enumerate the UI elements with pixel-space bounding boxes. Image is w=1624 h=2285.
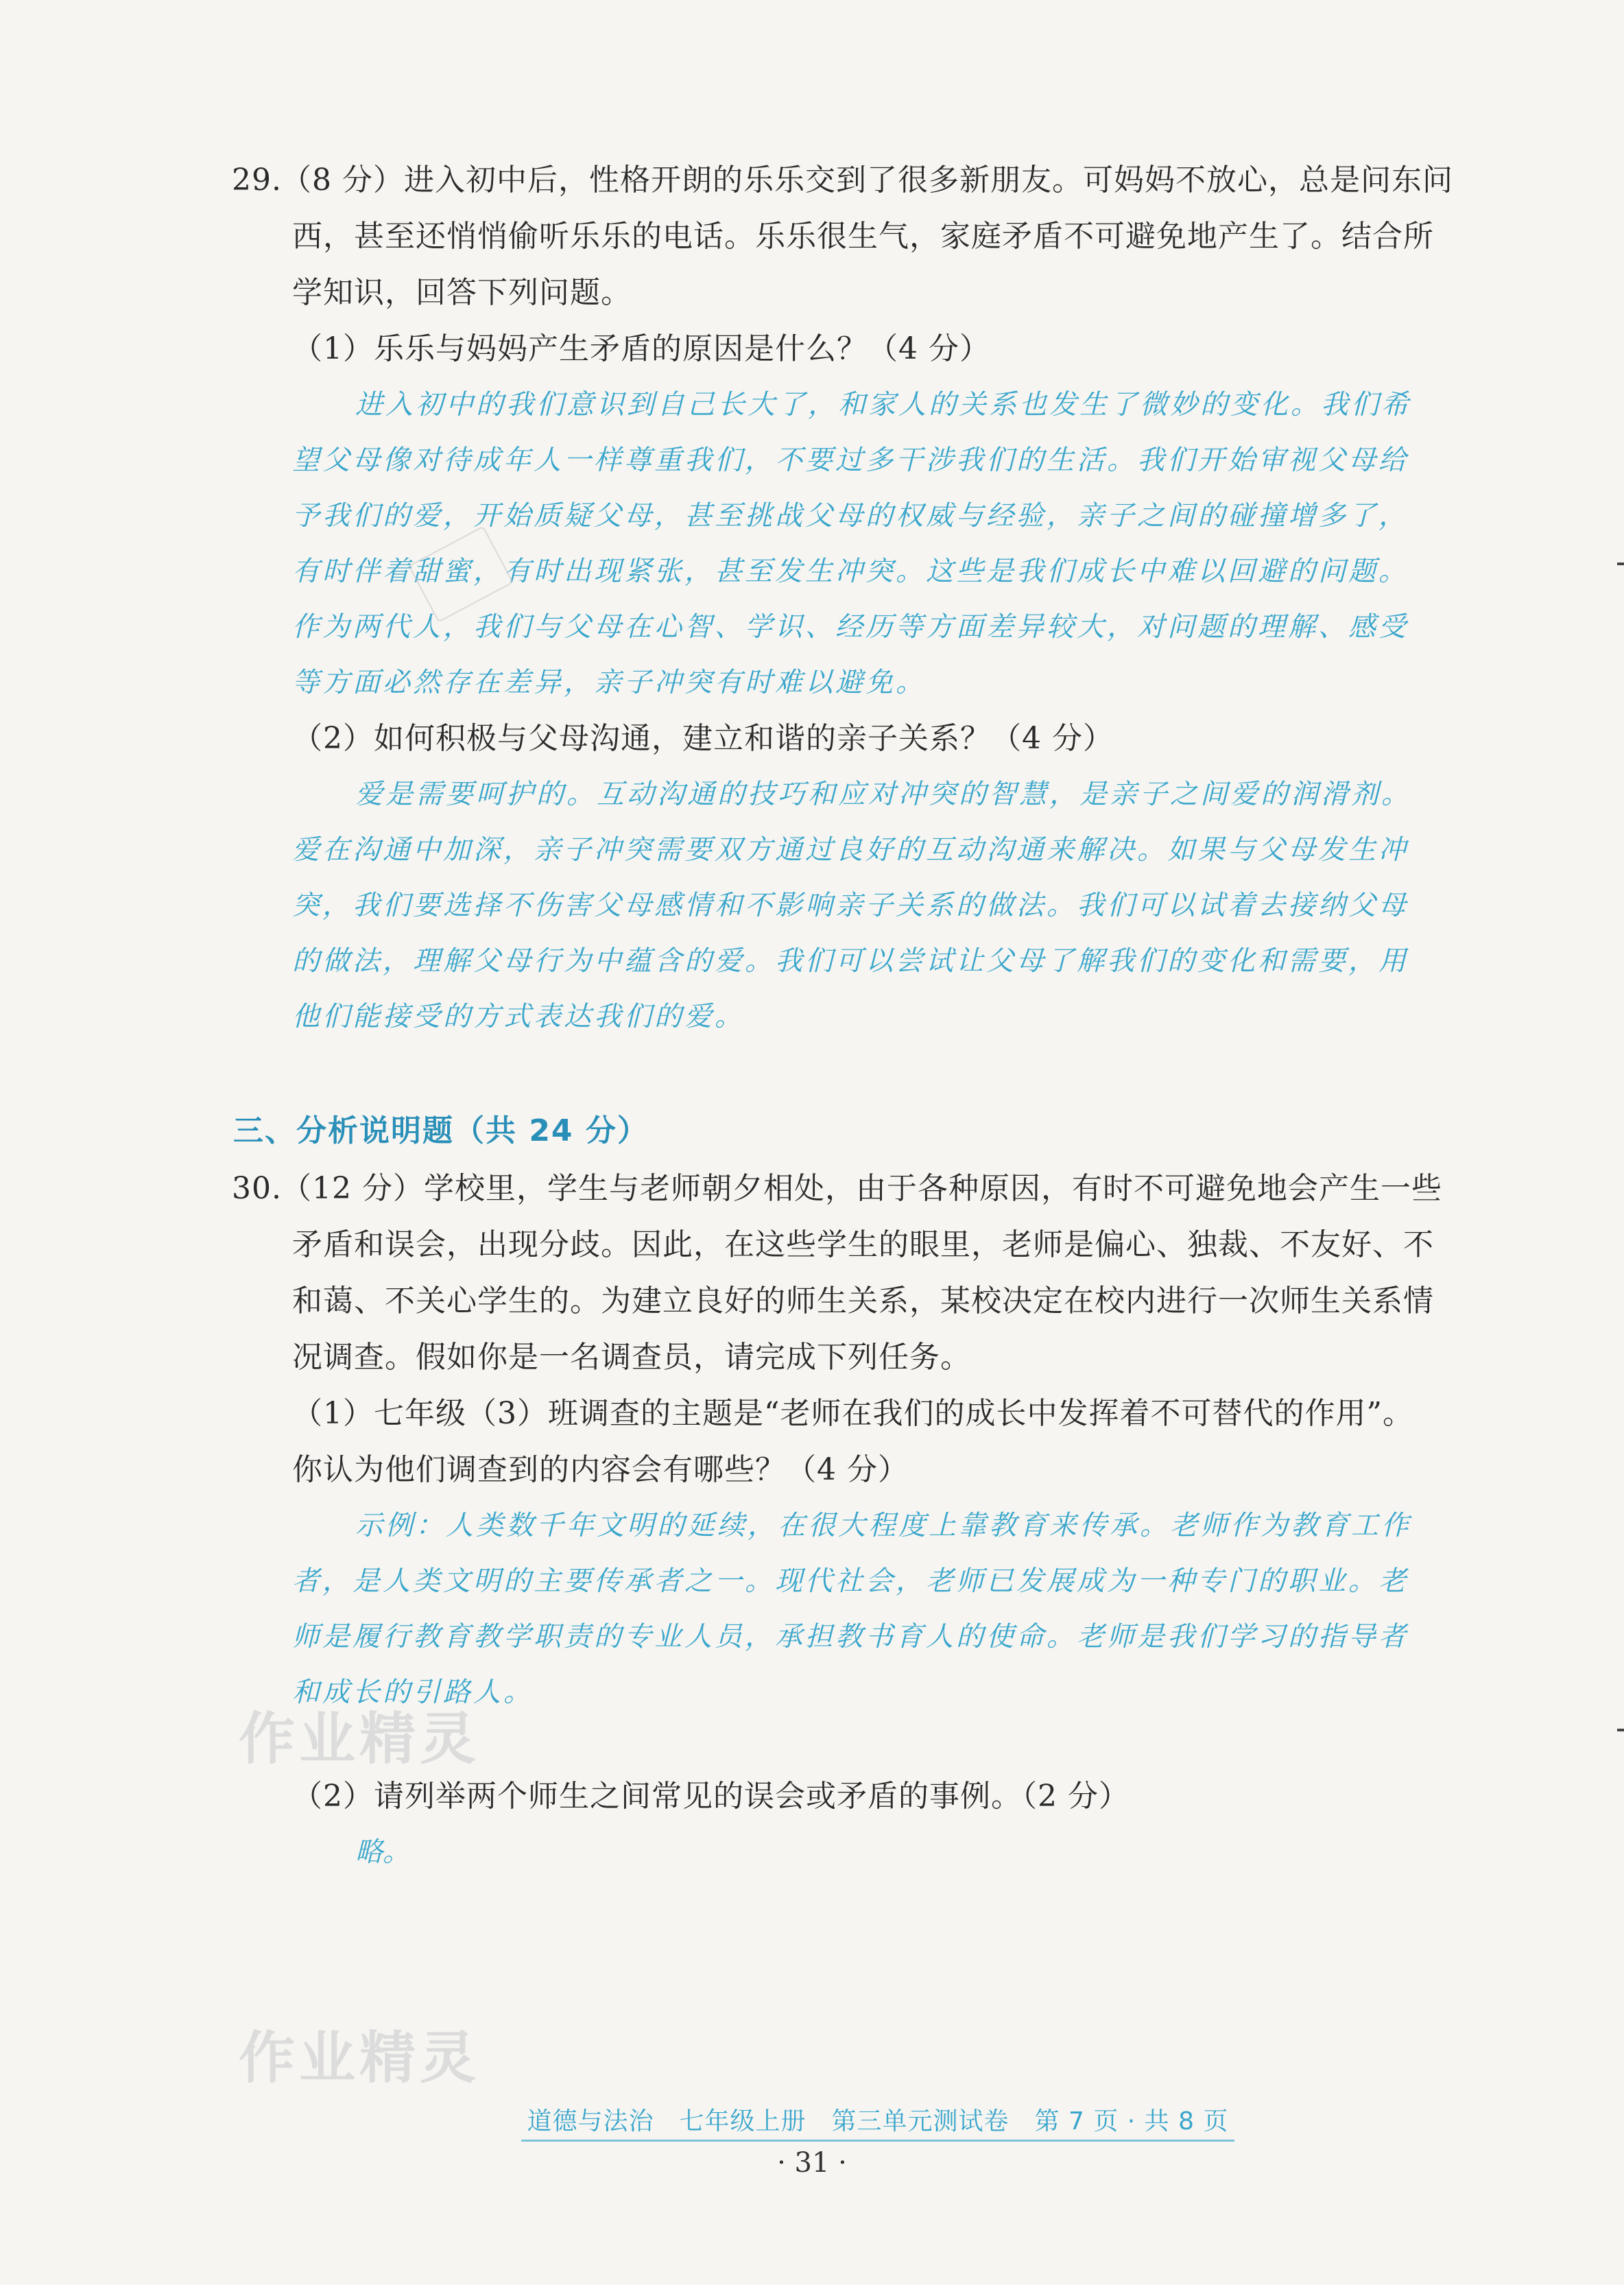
- page-number: · 31 ·: [777, 2147, 847, 2179]
- answer-line: 予我们的爱，开始质疑父母，甚至挑战父母的权威与经验，亲子之间的碰撞增多了，: [292, 500, 1409, 532]
- question-text: （8 分）进入初中后，性格开朗的乐乐交到了很多新朋友。可妈妈不放心，总是问东问: [281, 163, 1453, 198]
- question-29: [233, 152, 1509, 1045]
- question-text: 矛盾和误会，出现分歧。因此，在这些学生的眼里，老师是偏心、独裁、不友好、不: [292, 1227, 1434, 1262]
- watermark-logo: 作业精灵: [239, 1707, 481, 1772]
- answer-line: 者，是人类文明的主要传承者之一。现代社会，老师已发展成为一种专门的职业。老: [292, 1565, 1409, 1597]
- answer-line: 示例：人类数千年文明的延续，在很大程度上靠教育来传承。老师作为教育工作: [355, 1510, 1411, 1541]
- watermark-logo: 作业精灵: [239, 2026, 481, 2091]
- edge-mark: [1617, 1729, 1624, 1731]
- question-text: 学知识，回答下列问题。: [292, 275, 632, 310]
- question-text: （12 分）学校里，学生与老师朝夕相处，由于各种原因，有时不可避免地会产生一些: [281, 1171, 1442, 1206]
- sub-question-2: （2）请列举两个师生之间常见的误会或矛盾的事例。（2 分）: [292, 1779, 1130, 1814]
- answer-line: 的做法，理解父母行为中蕴含的爱。我们可以尝试让父母了解我们的变化和需要，用: [292, 945, 1409, 977]
- answer-line: 望父母像对待成年人一样尊重我们，不要过多干涉我们的生活。我们开始审视父母给: [292, 445, 1409, 476]
- answer-line: 进入初中的我们意识到自己长大了，和家人的关系也发生了微妙的变化。我们希: [355, 389, 1411, 421]
- answer-line: 爱是需要呵护的。互动沟通的技巧和应对冲突的智慧，是亲子之间爱的润滑剂。: [355, 779, 1411, 810]
- answer-line: 作为两代人，我们与父母在心智、学识、经历等方面差异较大，对问题的理解、感受: [292, 611, 1409, 643]
- answer-line: 和成长的引路人。: [292, 1677, 534, 1708]
- answer-line: 他们能接受的方式表达我们的爱。: [292, 1001, 745, 1032]
- question-number: 29.: [232, 163, 282, 198]
- question-30-part-2: [233, 1768, 1509, 1880]
- question-30: [233, 1161, 1509, 1720]
- question-text: 和蔼、不关心学生的。为建立良好的师生关系，某校决定在校内进行一次师生关系情: [292, 1283, 1434, 1318]
- sub-question-2: （2）如何积极与父母沟通，建立和谐的亲子关系？（4 分）: [292, 721, 1114, 756]
- sub-question-1: （1）七年级（3）班调查的主题是“老师在我们的成长中发挥着不可替代的作用”。: [292, 1396, 1413, 1431]
- answer-line: 师是履行教育教学职责的专业人员，承担教书育人的使命。老师是我们学习的指导者: [292, 1621, 1409, 1653]
- answer-line: 略。: [355, 1836, 410, 1868]
- footer-title: 道德与法治 七年级上册 第三单元测试卷 第 7 页 · 共 8 页: [521, 2102, 1234, 2142]
- answer-line: 突，我们要选择不伤害父母感情和不影响亲子关系的做法。我们可以试着去接纳父母: [292, 890, 1409, 921]
- question-text: 西，甚至还悄悄偷听乐乐的电话。乐乐很生气，家庭矛盾不可避免地产生了。结合所: [292, 219, 1434, 254]
- edge-mark: [1617, 563, 1624, 565]
- answer-line: 等方面必然存在差异，亲子冲突有时难以避免。: [292, 667, 926, 698]
- answer-line: 爱在沟通中加深，亲子冲突需要双方通过良好的互动沟通来解决。如果与父母发生冲: [292, 834, 1409, 866]
- sub-question-1: 你认为他们调查到的内容会有哪些？（4 分）: [292, 1452, 909, 1487]
- question-number: 30.: [232, 1171, 282, 1206]
- question-text: 况调查。假如你是一名调查员，请完成下列任务。: [292, 1340, 971, 1375]
- sub-question-1: （1）乐乐与妈妈产生矛盾的原因是什么？（4 分）: [292, 331, 990, 366]
- section-heading: 三、分析说明题（共 24 分）: [233, 1113, 649, 1148]
- answer-line: 有时伴着甜蜜，有时出现紧张，甚至发生冲突。这些是我们成长中难以回避的问题。: [292, 556, 1409, 587]
